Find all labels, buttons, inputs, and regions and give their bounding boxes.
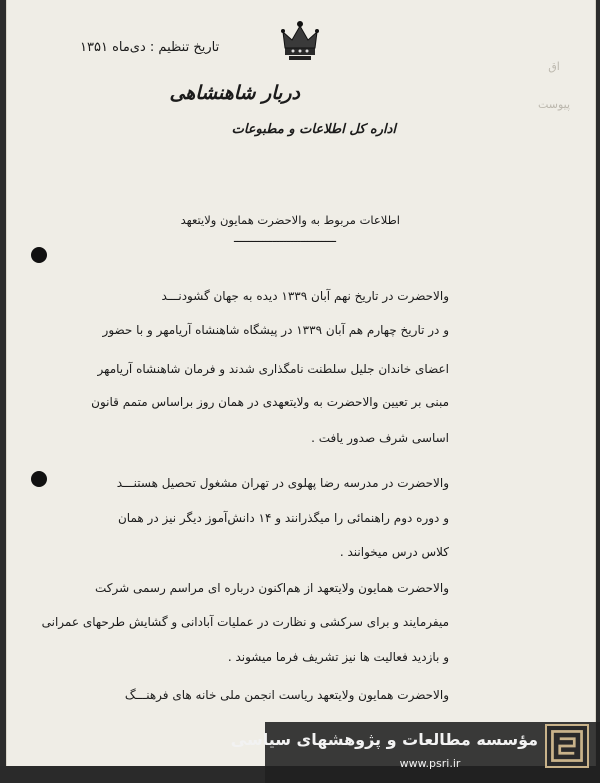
institute-name: مؤسسه مطالعات و پژوهشهای سیاسی — [230, 730, 538, 749]
punch-hole-top — [31, 247, 47, 263]
margin-note: اق — [548, 60, 560, 73]
body-line: و بازدید فعالیت ها نیز تشریف فرما میشوند . — [227, 650, 449, 664]
body-line: و در تاریخ چهارم هم آبان ۱۳۳۹ در پیشگاه شاهنشاه آریامهر و با حضور — [102, 323, 449, 337]
punch-hole-bottom — [31, 471, 47, 487]
body-line: والاحضرت در تاریخ نهم آبان ۱۳۳۹ دیده به جهان گشودنـــد — [161, 289, 449, 303]
document-title: اطلاعات مربوط به والاحضرت همایون ولایتعهد — [180, 213, 400, 227]
institute-logo-icon — [545, 724, 589, 768]
body-line: والاحضرت همایون ولایتعهد از هم‌اکنون درباره ای مراسم رسمی شرکت — [95, 581, 449, 595]
body-line: والاحضرت همایون ولایتعهد ریاست انجمن ملی خانه های فرهنـــگ — [124, 688, 449, 702]
body-line: والاحضرت در مدرسه رضا پهلوی در تهران مشغول تحصیل هستنـــد — [116, 476, 449, 490]
body-line: و دوره دوم راهنمائی را میگذرانند و ۱۴ دانش‌آموز دیگر نیز در همان — [117, 511, 449, 525]
body-line: مبنی بر تعیین والاحضرت به ولایتعهدی در همان روز براساس متمم قانون — [91, 395, 449, 409]
attachment-note: پیوست — [537, 98, 571, 111]
court-name-heading: دربار شاهنشاهی — [169, 82, 300, 104]
body-line: اعضای خاندان جلیل سلطنت نامگذاری شدند و فرمان شاهنشاه آریامهر — [97, 362, 449, 376]
title-underline: ـــــــــــــــــــــــــــــ — [234, 231, 336, 245]
body-line: میفرمایند و برای سرکشی و نظارت در عملیات آبادانی و گشایش طرحهای عمرانی — [41, 615, 449, 629]
institute-website: www.psri.ir — [399, 757, 461, 770]
date-label: تاریخ تنظیم : دی‌ماه ۱۳۵۱ — [80, 40, 220, 55]
body-line: کلاس درس میخوانند . — [339, 545, 449, 559]
royal-crown-emblem — [275, 18, 325, 68]
department-heading: اداره کل اطلاعات و مطبوعات — [231, 122, 396, 137]
body-line: اساسی شرف صدور یافت . — [311, 431, 449, 445]
